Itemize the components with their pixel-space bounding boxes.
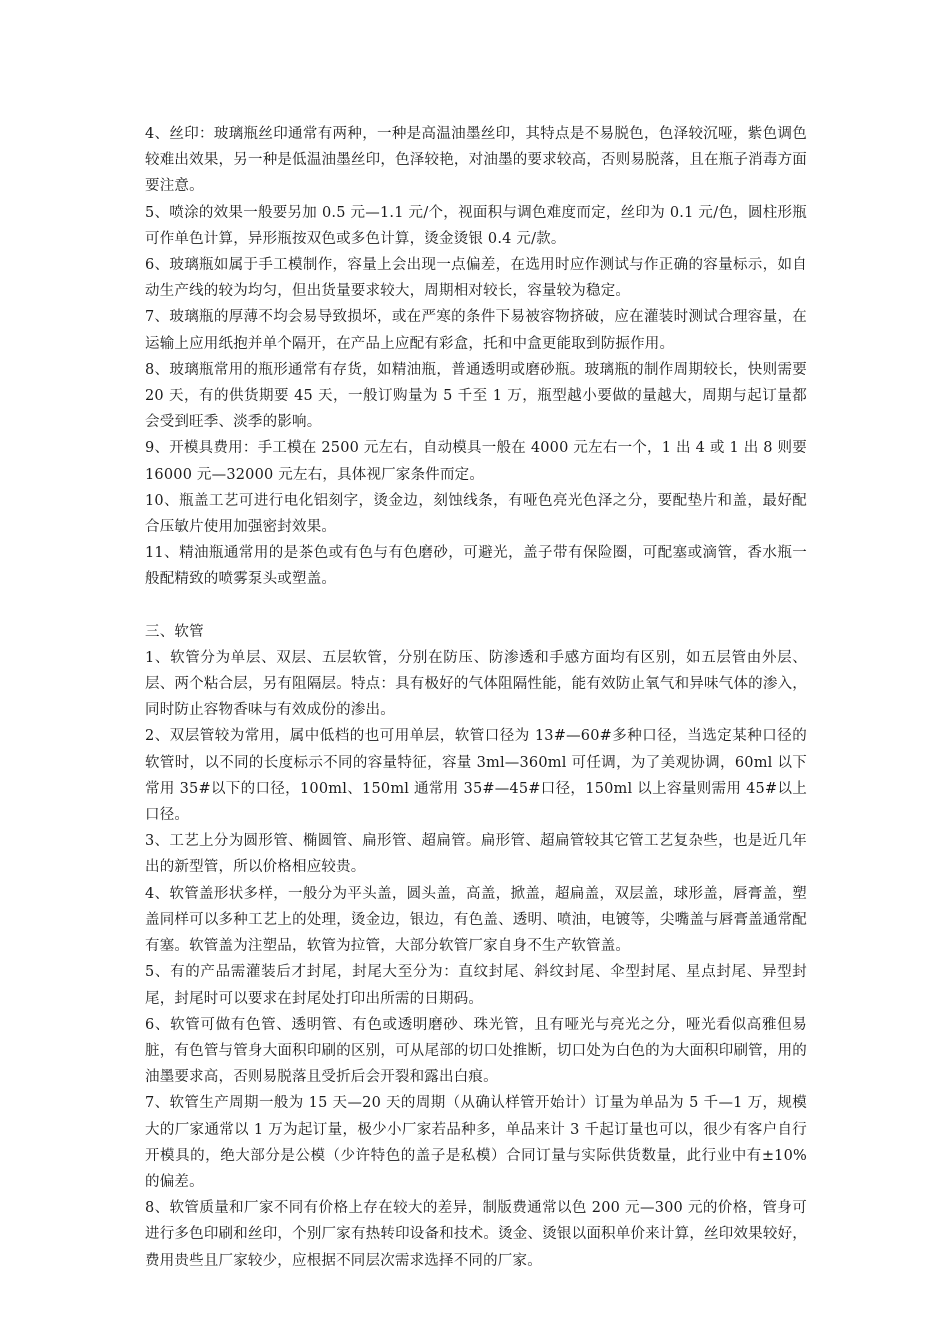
glass-item-5: 5、喷涂的效果一般要另加 0.5 元—1.1 元/个，视面积与调色难度而定，丝印为 0.1 元/色，圆柱形瓶可作单色计算，异形瓶按双色或多色计算，烫金烫银 0.4 元/款。	[145, 204, 807, 247]
tube-item-7: 7、软管生产周期一般为 15 天—20 天的周期（从确认样管开始计）订量为单品为 5 千—1 万，规模大的厂家通常以 1 万为起订量，极少小厂家若品种多，单品来计 3 千起订量也可以，很少有客户自行开模具的，绝大部分是公模（少许特色的盖子是私模）合同订量与实际供货数量，此行业中有±10% 的偏差。	[145, 1095, 807, 1190]
glass-item-9: 9、开模具费用：手工模在 2500 元左右，自动模具一般在 4000 元左右一个，1 出 4 或 1 出 8 则要 16000 元—32000 元左右，具体视厂家条件而定。	[145, 440, 807, 483]
glass-item-7: 7、玻璃瓶的厚薄不均会易导致损坏，或在严寒的条件下易被容物挤破，应在灌装时测试合理容量，在运输上应用纸抱并单个隔开，在产品上应配有彩盒，托和中盒更能取到防振作用。	[145, 309, 807, 352]
document-body	[145, 121, 807, 1274]
glass-item-8: 8、玻璃瓶常用的瓶形通常有存货，如精油瓶，普通透明或磨砂瓶。玻璃瓶的制作周期较长，快则需要 20 天，有的供货期要 45 天，一般订购量为 5 千至 1 万，瓶型越小要做的量越大，周期与起订量都会受到旺季、淡季的影响。	[145, 361, 807, 431]
glass-item-11: 11、精油瓶通常用的是茶色或有色与有色磨砂，可避光，盖子带有保险圈，可配塞或滴管，香水瓶一般配精致的喷雾泵头或塑盖。	[145, 545, 807, 588]
tube-item-5: 5、有的产品需灌装后才封尾，封尾大至分为：直纹封尾、斜纹封尾、伞型封尾、星点封尾、异型封尾，封尾时可以要求在封尾处打印出所需的日期码。	[145, 964, 807, 1007]
glass-item-6: 6、玻璃瓶如属于手工模制作，容量上会出现一点偏差，在选用时应作测试与作正确的容量标示，如自动生产线的较为均匀，但出货量要求较大，周期相对较长，容量较为稳定。	[145, 257, 807, 300]
tube-item-6: 6、软管可做有色管、透明管、有色或透明磨砂、珠光管，且有哑光与亮光之分，哑光看似高雅但易脏，有色管与管身大面积印刷的区别，可从尾部的切口处推断，切口处为白色的为大面积印刷管，用的油墨要求高，否则易脱落且受折后会开裂和露出白痕。	[145, 1016, 807, 1086]
glass-item-4: 4、丝印：玻璃瓶丝印通常有两种，一种是高温油墨丝印，其特点是不易脱色，色泽较沉哑，紫色调色较难出效果，另一种是低温油墨丝印，色泽较艳，对油墨的要求较高，否则易脱落，且在瓶子消毒方面要注意。	[145, 126, 807, 195]
tube-item-8: 8、软管质量和厂家不同有价格上存在较大的差异，制版费通常以色 200 元—300 元的价格，管身可进行多色印刷和丝印，个别厂家有热转印设备和技术。烫金、烫银以面积单价来计算，丝印效果较好，费用贵些且厂家较少，应根据不同层次需求选择不同的厂家。	[145, 1200, 807, 1269]
glass-item-10: 10、瓶盖工艺可进行电化铝刻字，烫金边，刻蚀线条，有哑色亮光色泽之分，要配垫片和盖，最好配合压敏片使用加强密封效果。	[145, 492, 807, 536]
section-spacer	[145, 593, 807, 619]
tube-item-1: 1、软管分为单层、双层、五层软管，分别在防压、防渗透和手感方面均有区别，如五层管由外层、层、两个粘合层，另有阻隔层。特点：具有极好的气体阻隔性能，能有效防止氧气和异味气体的渗入，同时防止容物香味与有效成份的渗出。	[145, 649, 807, 719]
tube-item-2: 2、双层管较为常用，属中低档的也可用单层，软管口径为 13#—60#多种口径，当选定某种口径的软管时，以不同的长度标示不同的容量特征，容量 3ml—360ml 可任调，为了美观协调，60ml 以下常用 35#以下的口径，100ml、150ml 通常用 35#—45#口径，150ml 以上容量则需用 45#以上口径。	[145, 728, 807, 824]
tube-item-3: 3、工艺上分为圆形管、椭圆管、扁形管、超扁管。扁形管、超扁管较其它管工艺复杂些，也是近几年出的新型管，所以价格相应较贵。	[145, 833, 807, 876]
section-title-tubes: 三、软管	[145, 623, 204, 640]
tube-item-4: 4、软管盖形状多样，一般分为平头盖，圆头盖，高盖，掀盖，超扁盖，双层盖，球形盖，唇膏盖，塑盖同样可以多种工艺上的处理，烫金边，银边，有色盖、透明、喷油，电镀等，尖嘴盖与唇膏盖通常配有塞。软管盖为注塑品，软管为拉管，大部分软管厂家自身不生产软管盖。	[145, 885, 807, 955]
